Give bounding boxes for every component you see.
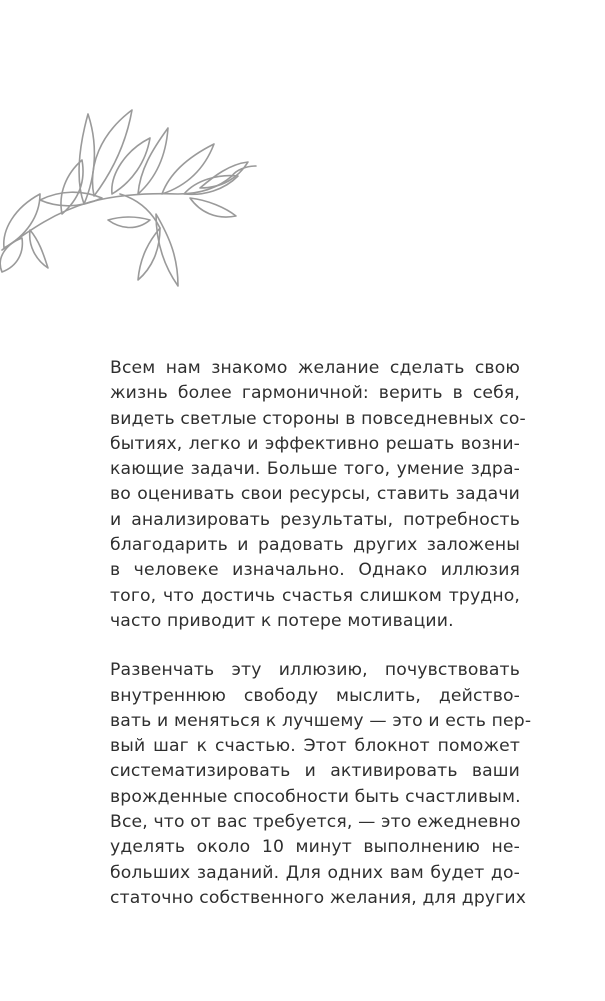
text-line: бытиях, легко и эффективно решать возни- xyxy=(110,433,520,454)
text-line: часто приводит к потере мотивации. xyxy=(110,610,454,631)
text-line: уделять около 10 минут выполнению не- xyxy=(110,837,520,858)
text-line: Всем нам знакомо желание сделать свою xyxy=(110,358,520,378)
olive-branch-icon xyxy=(0,90,270,290)
paragraph-1 xyxy=(110,356,526,634)
text-line: того, что достичь счастья слишком трудно, xyxy=(110,585,520,606)
text-line: больших заданий. Для одних вам будет до- xyxy=(110,862,520,883)
text-line: во оценивать свои ресурсы, ставить задачи xyxy=(110,484,520,505)
text-line: внутреннюю свободу мыслить, действо- xyxy=(110,685,520,706)
text-line: врожденные способности быть счастливым. xyxy=(110,786,521,807)
text-line: жизнь более гармоничной: верить в себя, xyxy=(110,383,520,404)
text-line: в человеке изначально. Однако иллюзия xyxy=(110,560,520,581)
paragraph-2 xyxy=(110,658,532,911)
text-line: Все, что от вас требуется, — это ежедневно xyxy=(110,812,521,833)
text-line: Развенчать эту иллюзию, почувствовать xyxy=(110,660,520,681)
text-line: благодарить и радовать других заложены xyxy=(110,535,520,556)
text-line: кающие задачи. Больше того, умение здра- xyxy=(110,459,520,480)
text-line: систематизировать и активировать ваши xyxy=(110,761,520,782)
text-line: вый шаг к счастью. Этот блокнот поможет xyxy=(110,736,520,757)
text-line: статочно собственного желания, для других xyxy=(110,887,527,908)
text-line: и анализировать результаты, потребность xyxy=(110,509,520,530)
text-line: вать и меняться к лучшему — это и есть пер- xyxy=(110,710,532,731)
text-line: видеть светлые стороны в повседневных со- xyxy=(110,408,526,429)
body-text xyxy=(110,356,532,911)
